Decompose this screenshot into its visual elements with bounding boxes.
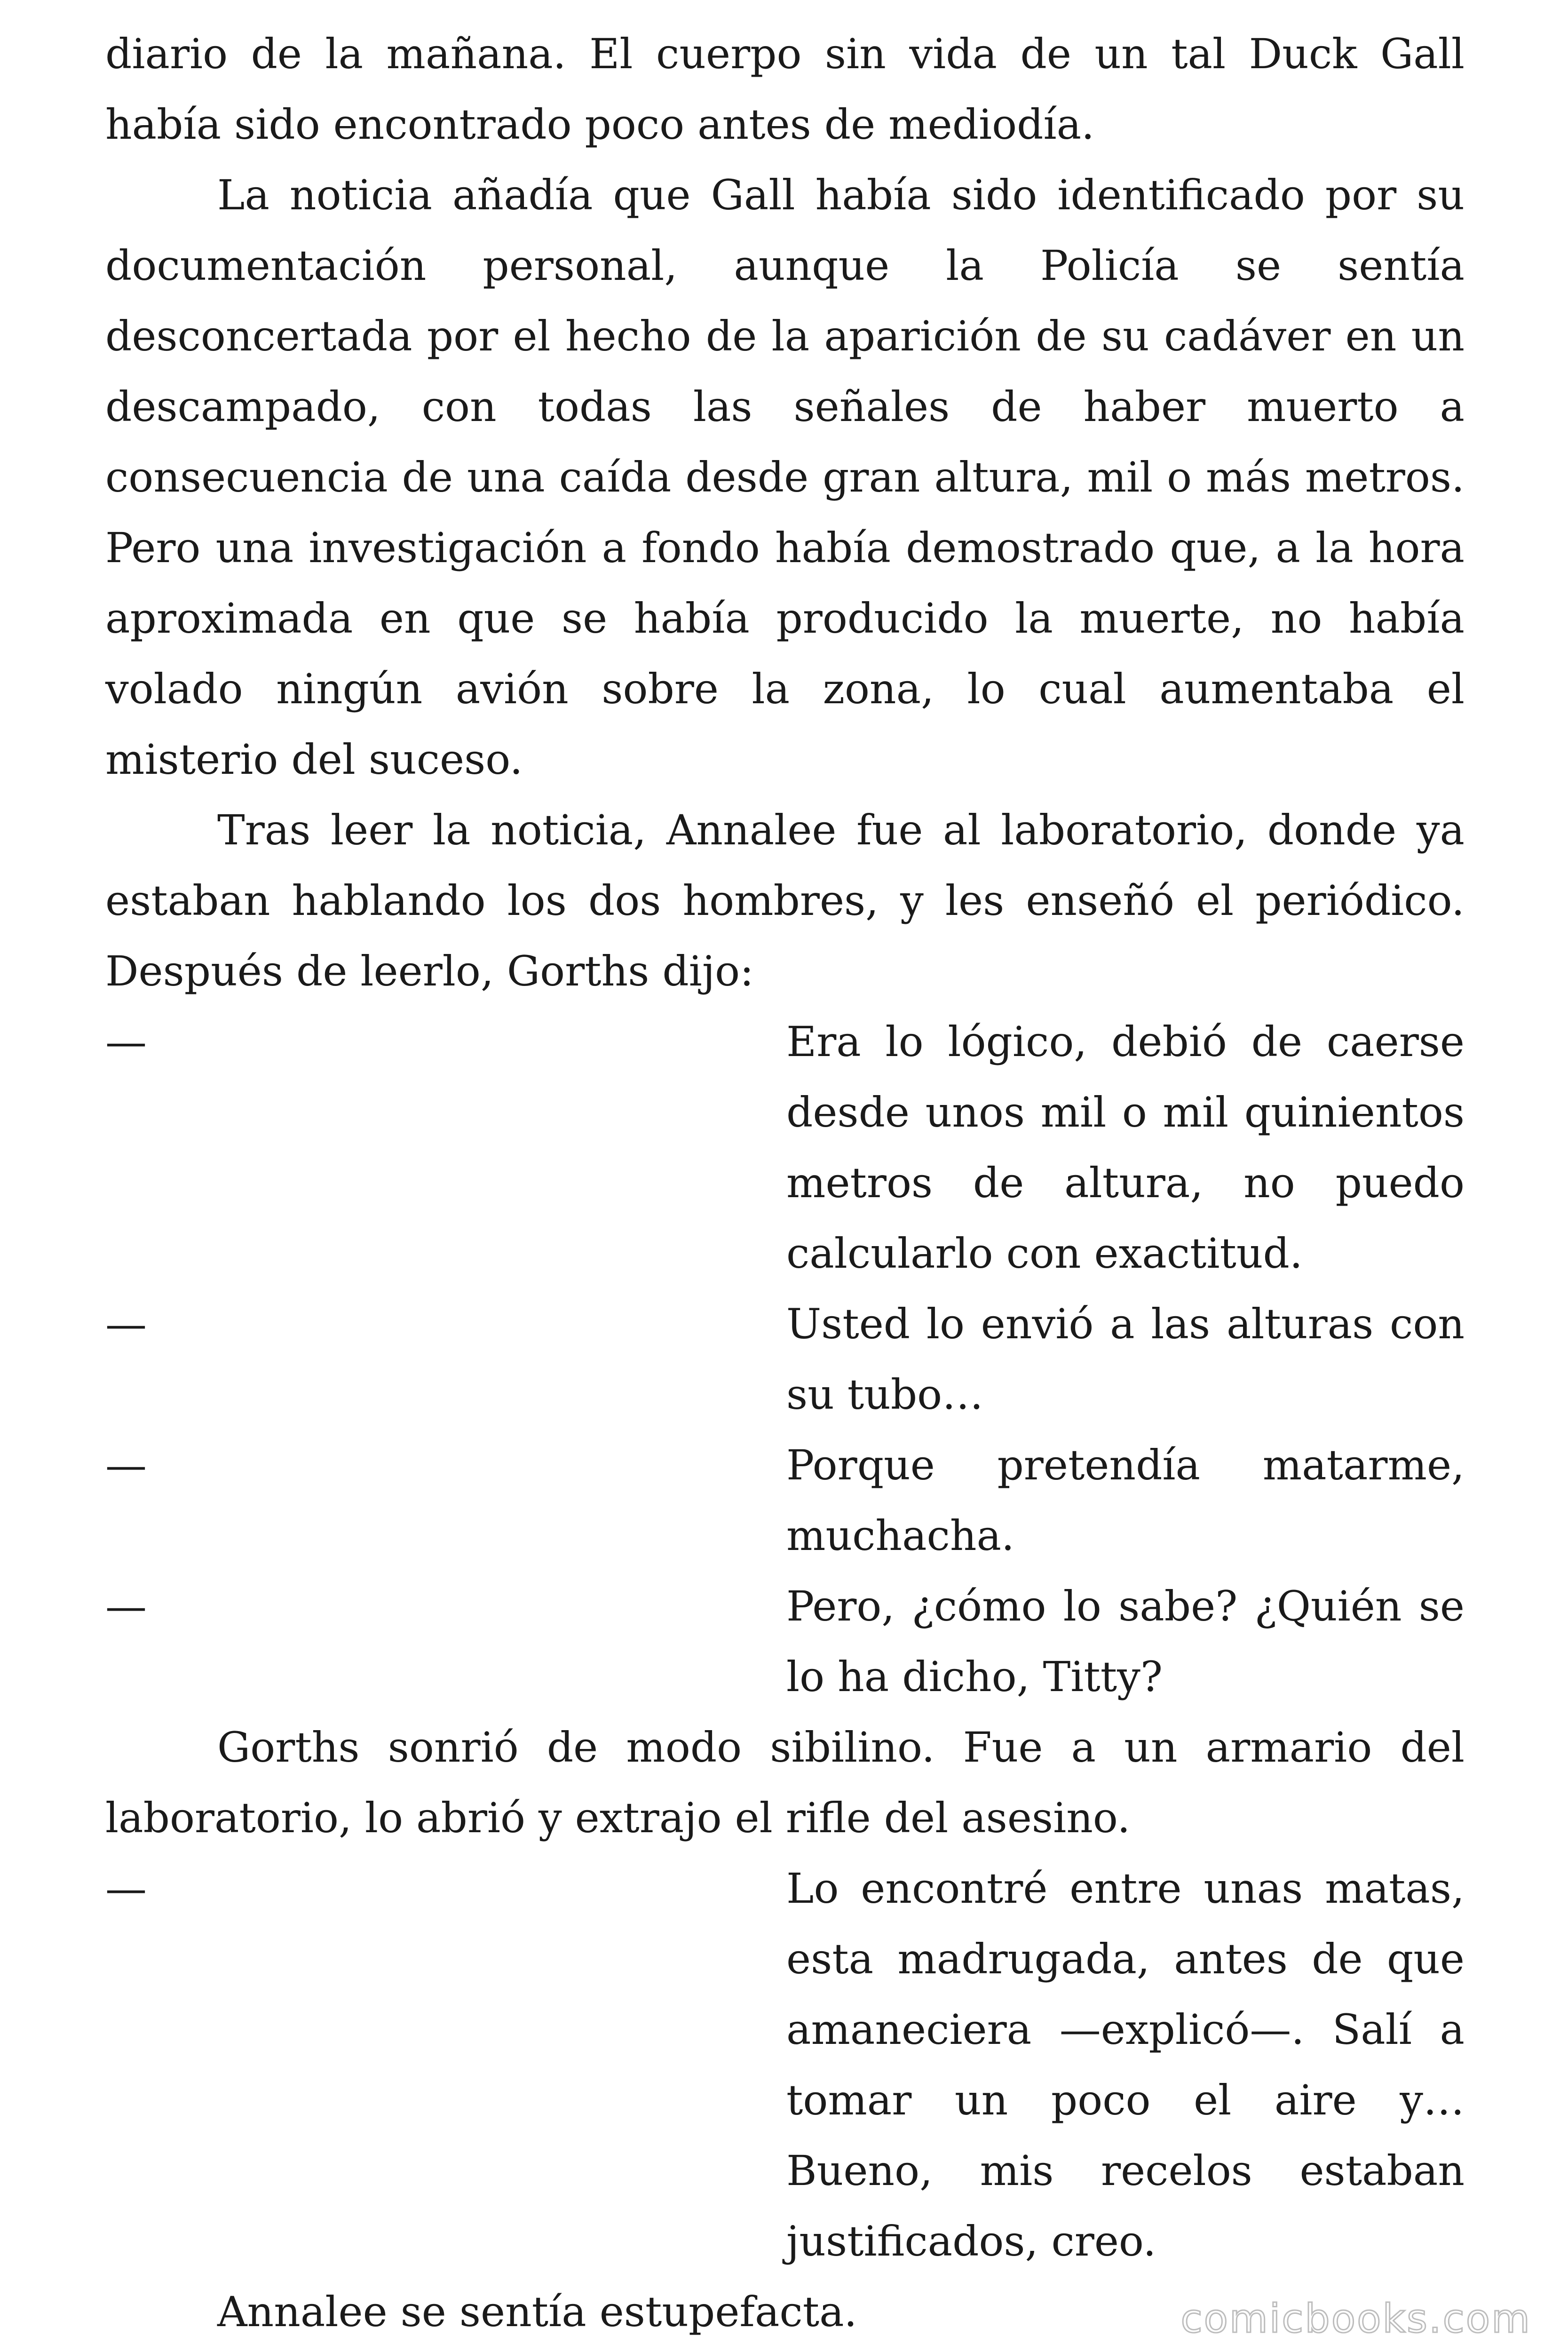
dialogue-line [105,1007,1465,1289]
dialogue-dash: — [105,1864,147,1913]
dialogue-dash: — [105,1582,147,1630]
dialogue-text: Era lo lógico, debió de caerse desde unos mil o mil quinientos metros de altura, no puedo calcularlo con exactitud. [786,1017,1465,1278]
dialogue-line [105,1853,1465,2277]
dialogue-text: Usted lo envió a las alturas con su tubo… [786,1300,1465,1419]
dialogue-dash: — [105,1017,147,1066]
dialogue-dash: — [105,1441,147,1489]
dialogue-line [105,1571,1465,1712]
dialogue-line [105,1289,1465,1430]
book-page [105,19,1465,2347]
paragraph: Tras leer la noticia, Annalee fue al laboratorio, donde ya estaban hablando los dos hombres, y les enseñó el periódico. Después de leerlo, Gorths dijo: [105,806,1465,995]
dialogue-text: Pero, ¿cómo lo sabe? ¿Quién se lo ha dicho, Titty? [786,1582,1465,1701]
dialogue-text: Lo encontré entre unas matas, esta madrugada, antes de que amaneciera —explicó—. Salí a tomar un poco el aire y… Bueno, mis recelos estaban justificados, creo. [786,1864,1465,2265]
watermark: comicbooks.com [1180,2296,1531,2342]
paragraph: La noticia añadía que Gall había sido identificado por su documentación personal, aunque la Policía se sentía desconcertada por el hecho de la aparición de su cadáver en un descampado, con todas las señales de haber muerto a consecuencia de una caída desde gran altura, mil o más metros. Pero una investigación a fondo había demostrado que, a la hora aproximada en que se había producido la muerte, no había volado ningún avión sobre la zona, lo cual aumentaba el misterio del suceso. [105,171,1465,784]
paragraph: Gorths sonrió de modo sibilino. Fue a un armario del laboratorio, lo abrió y extrajo el rifle del asesino. [105,1723,1465,1842]
paragraph: diario de la mañana. El cuerpo sin vida de un tal Duck Gall había sido encontrado poco antes de mediodía. [105,30,1465,149]
dialogue-line [105,1430,1465,1571]
paragraph: Annalee se sentía estupefacta. [217,2288,857,2336]
dialogue-dash: — [105,1300,147,1348]
dialogue-text: Porque pretendía matarme, muchacha. [786,1441,1465,1560]
